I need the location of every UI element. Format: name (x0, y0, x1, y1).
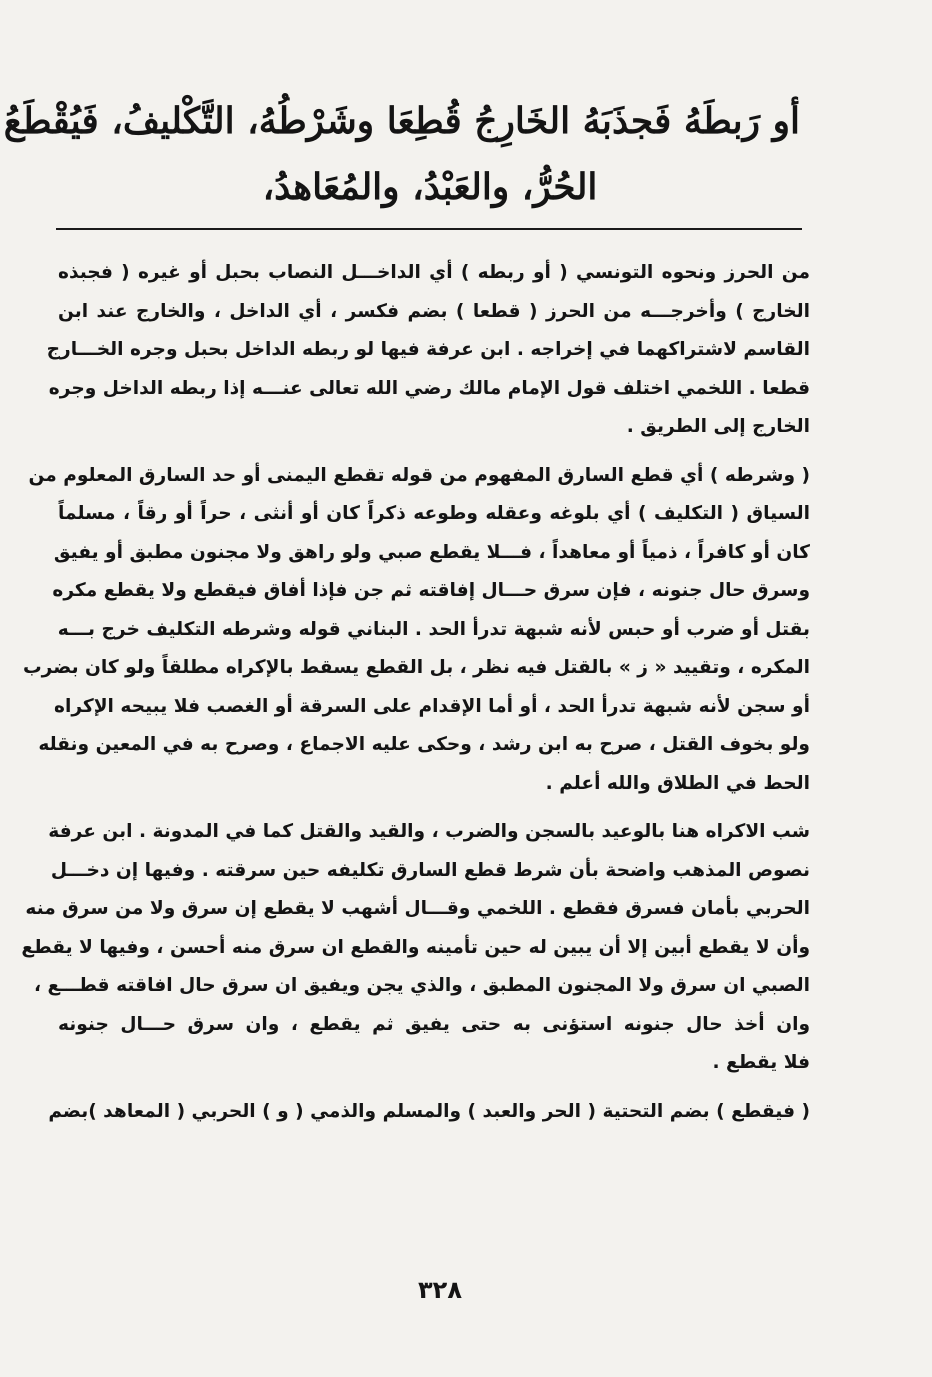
paragraph (46, 254, 810, 447)
text-line: السياق ( التكليف ) أي بلوغه وعقله وطوعه ذكراً كان أو أنثى ، حراً أو رقاً ، مسلماً (58, 503, 810, 524)
commentary-text (21, 254, 810, 1131)
matn-text (3, 88, 800, 220)
text-line: من الحرز ونحوه التونسي ( أو ربطه ) أي الداخـــل النصاب بحبل أو غيره ( فجبذه (58, 262, 810, 283)
text-line: أو سجن لأنه شبهة تدرأ الحد ، أو أما الإقدام على السرقة أو الغصب فلا يبيحه الإكراه (53, 695, 810, 717)
text-line: الخارج إلى الطريق . (626, 416, 810, 437)
matn-line: الحُرُّ، والعَبْدُ، والمُعَاهدُ، (262, 166, 598, 208)
text-line: نصوص المذهب واضحة بأن شرط قطع السارق تكليفه حين سرقته . وفيها إن دخـــل (50, 859, 810, 881)
text-line: وان أخذ حال جنونه استؤنى به حتى يفيق ثم يقطع ، وان سرق حـــال جنونه (58, 1013, 810, 1035)
separator-rule (56, 228, 802, 230)
text-line: ( فيقطع ) بضم التحتية ( الحر والعبد ) والمسلم والذمي ( و ) الحربي ( المعاهد )بضم (48, 1100, 810, 1122)
text-line: وسرق حال جنونه ، فإن سرق حـــال إفاقته ثم جن فإذا أفاق فيقطع ولا يقطع مكره (52, 580, 810, 601)
text-line: ( وشرطه ) أي قطع السارق المفهوم من قوله تقطع اليمنى أو حد السارق المعلوم من (28, 464, 810, 486)
paragraph (48, 1093, 810, 1132)
text-line: القاسم لاشتراكهما في إخراجه . ابن عرفة فيها لو ربطه الداخل بحبل وجره الخـــارج (46, 339, 810, 360)
text-line: كان أو كافراً ، ذمياً أو معاهداً ، فـــلا يقطع صبي ولو راهق ولا مجنون مطبق أو يفيق (53, 541, 810, 563)
text-line: الحربي بأمان فسرق فقطع . اللخمي وقـــال أشهب لا يقطع إن سرق ولا من سرق منه (25, 898, 810, 919)
paragraph (23, 457, 810, 804)
text-line: شب الاكراه هنا بالوعيد بالسجن والضرب ، والقيد والقتل كما في المدونة . ابن عرفة (48, 821, 810, 842)
text-line: فلا يقطع . (712, 1052, 810, 1073)
text-line: الخارج ) وأخرجـــه من الحرز ( قطعا ) بضم فكسر ، أي الداخل ، والخارج عند ابن (58, 300, 810, 322)
matn-line: أو رَبطَهُ فَجذَبَهُ الخَارِجُ قُطِعَا وشَرْطُهُ، التَّكْليفُ، فَيُقْطَعُ (3, 100, 800, 142)
text-line: بقتل أو ضرب أو حبس لأنه شبهة تدرأ الحد . البناني قوله وشرطه التكليف خرج بـــه (57, 618, 810, 640)
text-line: المكره ، وتقييد « ز » بالقتل فيه نظر ، بل القطع يسقط بالإكراه مطلقاً ولو كان بضرب (23, 657, 810, 678)
text-line: الصبي ان سرق ولا المجنون المطبق ، والذي يجن ويفيق ان سرق حال افاقته قطـــع ، (34, 975, 810, 996)
page-number: ٣٢٨ (418, 1276, 462, 1304)
paragraph (21, 813, 810, 1083)
text-line: وأن لا يقطع أبين إلا أن يبين له حين تأمينه والقطع ان سرق منه أحسن ، وفيها لا يقطع (21, 936, 810, 958)
text-line: قطعا . اللخمي اختلف قول الإمام مالك رضي الله تعالى عنـــه إذا ربطه الداخل وجره (48, 377, 810, 399)
text-line: الحط في الطلاق والله أعلم . (545, 772, 810, 794)
text-line: ولو بخوف القتل ، صرح به ابن رشد ، وحكى عليه الاجماع ، وصرح به في المعين ونقله (38, 734, 810, 755)
